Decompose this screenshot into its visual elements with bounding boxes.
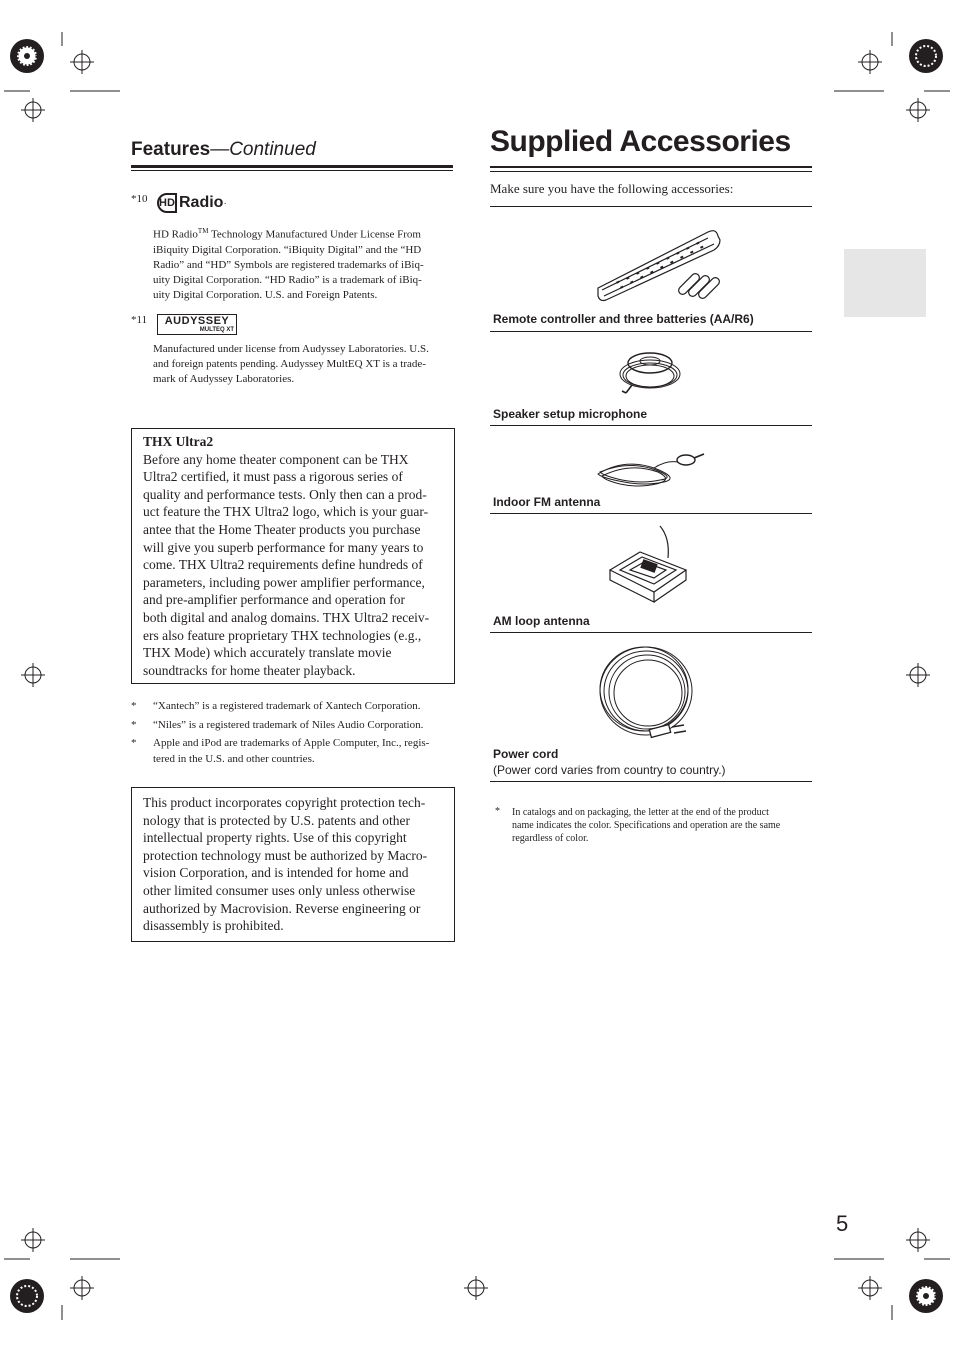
starburst-mark-top-left (10, 39, 44, 73)
side-tab (844, 249, 926, 317)
thx-box-title: THX Ultra2 (143, 434, 214, 449)
item-divider (490, 632, 812, 633)
footnote-line: regardless of color. (512, 833, 589, 844)
thx-box-line: soundtracks for home theater playback. (143, 662, 356, 678)
note-asterisk: * (131, 737, 137, 749)
heading-bold-text: Features (131, 139, 211, 160)
hd-radio-line1: Technology Manufactured Under License From (208, 228, 421, 241)
hd-radio-line: uity Digital Corporation. “HD Radio” is a trademark of iBiq- (153, 273, 422, 286)
audyssey-line: mark of Audyssey Laboratories. (153, 373, 295, 385)
item-divider (490, 206, 812, 207)
footnote-mark-10: *10 (131, 193, 148, 205)
heading-italic-text: —Continued (210, 139, 316, 160)
thx-box-line: Ultra2 certified, it must pass a rigorous series of (143, 469, 403, 485)
note-text: “Xantech” is a registered trademark of Xantech Corporation. (153, 700, 421, 712)
section-heading-supplied-accessories: Supplied Accessories (490, 125, 791, 158)
item-divider (490, 331, 812, 332)
heading-rule-thin (131, 170, 453, 171)
hd-radio-line: iBiquity Digital Corporation. “iBiquity Digital” and the “HD (153, 243, 422, 256)
starburst-mark-bottom-right (909, 1279, 943, 1313)
accessories-intro: Make sure you have the following accessories: (490, 181, 734, 196)
thx-box-line: and pre-amplifier performance and operation for (143, 592, 405, 608)
thx-box-line: quality and performance tests. Only then can a prod- (143, 486, 427, 502)
thx-box-line: THX Mode) which accurately translate movie (143, 645, 392, 661)
note-text: tered in the U.S. and other countries. (153, 752, 315, 765)
hd-radio-logo (157, 192, 227, 214)
audyssey-logo-sub: MULTEQ XT (199, 327, 234, 333)
crosshair-mark (70, 1276, 94, 1300)
audyssey-line: Manufactured under license from Audyssey Laboratories. U.S. (153, 343, 429, 355)
accessory-sublabel-power-cord: (Power cord varies from country to country.) (493, 763, 726, 777)
crosshair-mark (906, 663, 930, 687)
note-text: “Niles” is a registered trademark of Niles Audio Corporation. (153, 719, 424, 731)
starburst-mark-bottom-left (10, 1279, 44, 1313)
copy-box-line: intellectual property rights. Use of this copyright (143, 830, 407, 846)
crosshair-mark (21, 98, 45, 122)
power-cord-icon (598, 645, 698, 745)
accessory-label-remote: Remote controller and three batteries (AA/R6) (493, 312, 754, 326)
heading-rule-thick (490, 166, 812, 168)
audyssey-logo-main: AUDYSSEY (164, 315, 230, 327)
audyssey-license-text (153, 342, 453, 387)
section-heading-features (131, 139, 316, 161)
thx-box-line: both digital and analog domains. THX Ultra2 receiv- (143, 609, 430, 625)
crosshair-mark (464, 1276, 488, 1300)
hd-radio-line: Radio” and “HD” Symbols are registered trademarks of iBiq- (153, 258, 424, 271)
hd-logo-text: Radio (179, 194, 224, 211)
crosshair-mark (21, 1228, 45, 1252)
copy-box-line: nology that is protected by U.S. patents and other (143, 812, 410, 828)
remote-and-batteries-icon (596, 224, 726, 304)
page-number: 5 (836, 1211, 849, 1236)
copy-box-line: other limited consumer uses only unless otherwise (143, 882, 416, 898)
trademark-note-apple (131, 736, 453, 767)
color-footnote-text (512, 806, 814, 845)
accessory-label-power-cord: Power cord (493, 747, 559, 761)
item-divider (490, 513, 812, 514)
color-footnote-asterisk: * (495, 806, 500, 817)
note-asterisk: * (131, 719, 137, 731)
crosshair-mark (21, 663, 45, 687)
thx-ultra2-box (131, 428, 455, 684)
heading-rule-thick (131, 165, 453, 168)
thx-box-line: uct feature the THX Ultra2 logo, which is your guar- (143, 504, 429, 520)
hd-logo-tm: · (223, 197, 227, 209)
starburst-mark-top-right (909, 39, 943, 73)
footnote-mark-11: *11 (131, 314, 148, 326)
copyright-protection-box (131, 787, 455, 942)
hd-radio-license-text (153, 224, 453, 303)
hd-logo-mark: HD (157, 193, 177, 213)
thx-box-line: ers also feature proprietary THX technologies (e.g., (143, 627, 422, 643)
crosshair-mark (906, 1228, 930, 1252)
note-text: Apple and iPod are trademarks of Apple Computer, Inc., regis- (153, 737, 430, 749)
trademark-note-xantech (131, 699, 453, 715)
accessory-label-microphone: Speaker setup microphone (493, 407, 648, 421)
crosshair-mark (858, 50, 882, 74)
thx-box-line: come. THX Ultra2 requirements define hundreds of (143, 557, 423, 573)
item-divider (490, 781, 812, 782)
copy-box-line: vision Corporation, and is intended for home and (143, 865, 409, 881)
copy-box-line: disassembly is prohibited. (143, 918, 284, 934)
microphone-icon (618, 349, 688, 399)
copy-box-line: protection technology must be authorized by Macro- (143, 847, 428, 863)
note-asterisk: * (131, 700, 137, 712)
accessory-label-fm-antenna: Indoor FM antenna (493, 495, 601, 509)
audyssey-line: and foreign patents pending. Audyssey MultEQ XT is a trade- (153, 358, 426, 370)
thx-box-line: parameters, including power amplifier performance, (143, 574, 425, 590)
accessory-label-am-antenna: AM loop antenna (493, 614, 590, 628)
footnote-line: In catalogs and on packaging, the letter at the end of the product (512, 807, 769, 818)
thx-box-line: will give you superb performance for many years to (143, 539, 424, 555)
hd-radio-line: uity Digital Corporation. U.S. and Foreign Patents. (153, 288, 378, 301)
crosshair-mark (858, 1276, 882, 1300)
crosshair-mark (70, 50, 94, 74)
item-divider (490, 425, 812, 426)
am-loop-antenna-icon (604, 524, 694, 608)
hd-radio-name: HD Radio (153, 228, 198, 241)
heading-rule-thin (490, 171, 812, 172)
footnote-line: name indicates the color. Specifications and operation are the same (512, 820, 781, 831)
crosshair-mark (906, 98, 930, 122)
thx-box-line: antee that the Home Theater products you purchase (143, 521, 421, 537)
trademark-sup: TM (197, 227, 209, 235)
fm-antenna-icon (594, 448, 710, 490)
trademark-note-niles (131, 718, 453, 734)
thx-box-line: Before any home theater component can be THX (143, 451, 409, 467)
copy-box-line: This product incorporates copyright protection tech- (143, 795, 426, 810)
audyssey-logo (157, 314, 237, 335)
copy-box-line: authorized by Macrovision. Reverse engineering or (143, 900, 421, 916)
